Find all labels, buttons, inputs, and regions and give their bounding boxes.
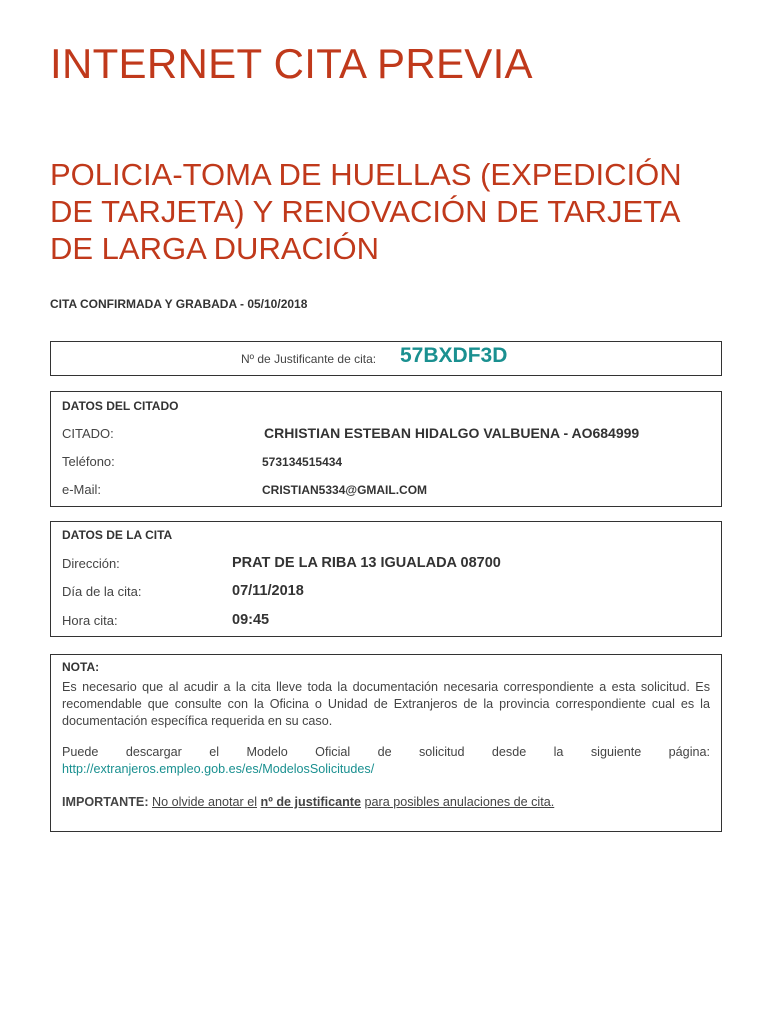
citado-name-label: CITADO:	[62, 426, 114, 441]
cita-section	[50, 521, 722, 637]
important-text-post: para posibles anulaciones de cita.	[364, 795, 555, 809]
justificante-box	[50, 341, 722, 376]
nota-heading: NOTA:	[62, 660, 100, 674]
citado-phone-label: Teléfono:	[62, 454, 115, 469]
nota-paragraph-1: Es necesario que al acudir a la cita lleve toda la documentación necesaria correspondiente a esta solicitud. Es recomendable que consulte con la Oficina o Unidad de Extranjeros de la provincia correspondiente cual es la documentación específica requerida en su caso.	[62, 680, 710, 728]
cita-address-value: PRAT DE LA RIBA 13 IGUALADA 08700	[232, 555, 501, 571]
justificante-code: 57BXDF3D	[400, 344, 508, 367]
important-text-bold: nº de justificante	[260, 795, 361, 809]
cita-date-value: 07/11/2018	[232, 583, 304, 599]
important-label: IMPORTANTE:	[62, 795, 149, 809]
cita-time-label: Hora cita:	[62, 613, 118, 628]
justificante-label: Nº de Justificante de cita:	[241, 352, 377, 366]
important-text-pre: No olvide anotar el	[152, 795, 258, 809]
citado-email-value: CRISTIAN5334@GMAIL.COM	[262, 483, 428, 497]
citado-heading: DATOS DEL CITADO	[62, 399, 179, 413]
citado-email-label: e-Mail:	[62, 482, 102, 497]
cita-address-label: Dirección:	[62, 556, 120, 571]
citado-section	[50, 391, 722, 507]
page-title: INTERNET CITA PREVIA	[50, 40, 533, 87]
modelos-solicitudes-link[interactable]: http://extranjeros.empleo.gob.es/es/ModelosSolicitudes/	[62, 762, 375, 776]
cita-heading: DATOS DE LA CITA	[62, 528, 173, 542]
confirmation-status: CITA CONFIRMADA Y GRABADA - 05/10/2018	[50, 297, 308, 311]
citado-phone-value: 573134515434	[262, 455, 343, 469]
nota-section	[50, 654, 722, 832]
nota-paragraph-2: Puede descargar el Modelo Oficial de solicitud desde la siguiente página:	[62, 745, 710, 759]
procedure-title: POLICIA-TOMA DE HUELLAS (EXPEDICIÓN DE TARJETA) Y RENOVACIÓN DE TARJETA DE LARGA DURACIÓN	[50, 157, 682, 266]
important-note	[62, 794, 710, 811]
cita-time-value: 09:45	[232, 612, 270, 628]
cita-date-label: Día de la cita:	[62, 584, 142, 599]
citado-name-value: CRHISTIAN ESTEBAN HIDALGO VALBUENA - AO684999	[264, 425, 640, 441]
